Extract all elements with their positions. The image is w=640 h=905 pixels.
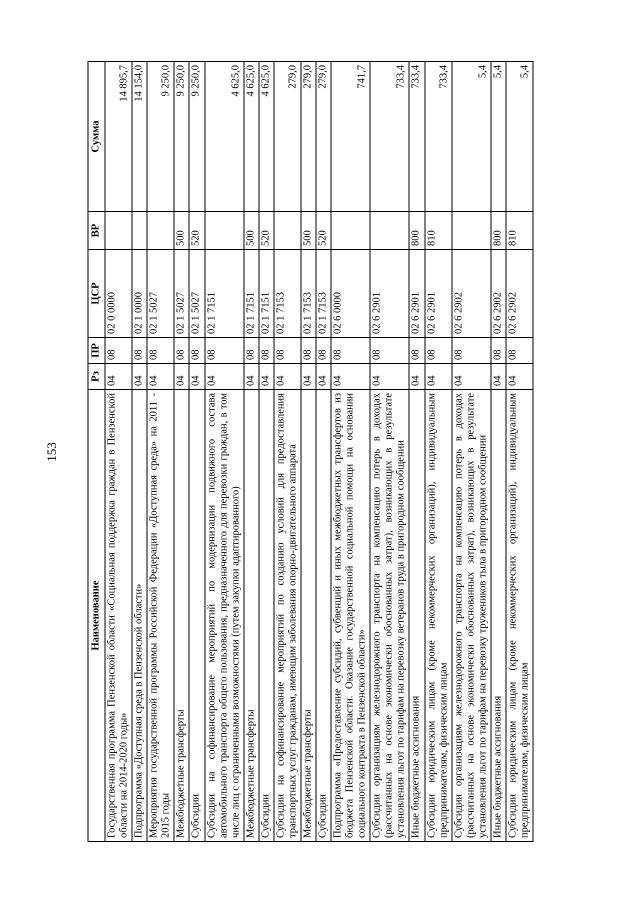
cell-rz: 04 — [244, 364, 259, 390]
cell-csr: 02 6 2902 — [491, 250, 506, 338]
cell-pr: 08 — [491, 338, 506, 364]
cell-vr — [370, 212, 409, 250]
cell-csr: 02 1 7153 — [274, 250, 301, 338]
table-row — [205, 62, 244, 842]
cell-pr: 08 — [316, 338, 331, 364]
cell-vr — [147, 212, 174, 250]
cell-vr — [331, 212, 370, 250]
table-row — [274, 62, 301, 842]
cell-csr: 02 6 0000 — [331, 250, 370, 338]
cell-pr: 08 — [189, 338, 204, 364]
cell-pr: 08 — [259, 338, 274, 364]
cell-csr: 02 0 0000 — [105, 250, 132, 338]
cell-vr: 520 — [189, 212, 204, 250]
cell-name: Субсидии на софинансирование мероприятий по модернизации подвижного состава автомобильного транспорта общего пользования, предназначенного для перевозки граждан, в том числе лиц с ограниченными возможностями (путем закупки адаптированного) — [205, 390, 244, 842]
page-number: 153 — [44, 442, 59, 462]
cell-name: Иные бюджетные ассигнования — [491, 390, 506, 842]
cell-rz: 04 — [425, 364, 452, 390]
table-row — [105, 62, 132, 842]
cell-name: Мероприятия государственной программы Российской Федерации «Доступная среда» на 2011 - 2015 годы — [147, 390, 174, 842]
table-row — [301, 62, 316, 842]
cell-sum: 4 625,0 — [244, 62, 259, 212]
cell-vr: 800 — [409, 212, 424, 250]
table-row — [189, 62, 204, 842]
cell-name: Подпрограмма «Предоставление субсидий, субвенций и иных межбюджетных трансфертов из бюджета Пензенской области. Оказание государственной социальной помощи на основании социального контракта в Пензенской области» — [331, 390, 370, 842]
cell-name: Межбюджетные трансферты — [174, 390, 189, 842]
cell-vr: 800 — [491, 212, 506, 250]
cell-sum: 733,4 — [409, 62, 424, 212]
cell-vr — [132, 212, 147, 250]
cell-rz: 04 — [174, 364, 189, 390]
header-csr: ЦСР — [88, 250, 105, 338]
cell-csr: 02 1 0000 — [132, 250, 147, 338]
cell-vr: 500 — [174, 212, 189, 250]
cell-name: Иные бюджетные ассигнования — [409, 390, 424, 842]
cell-name: Подпрограмма «Доступная среда в Пензенской области» — [132, 390, 147, 842]
cell-csr: 02 6 2901 — [409, 250, 424, 338]
cell-rz: 04 — [409, 364, 424, 390]
cell-sum: 741,7 — [331, 62, 370, 212]
cell-rz: 04 — [506, 364, 533, 390]
cell-sum: 14 154,0 — [132, 62, 147, 212]
table-row — [174, 62, 189, 842]
cell-pr: 08 — [301, 338, 316, 364]
cell-pr: 08 — [425, 338, 452, 364]
cell-pr: 08 — [274, 338, 301, 364]
header-pr: ПР — [88, 338, 105, 364]
header-name: Наименование — [88, 390, 105, 842]
cell-sum: 5,4 — [452, 62, 491, 212]
cell-csr: 02 6 2901 — [425, 250, 452, 338]
cell-csr: 02 1 7153 — [316, 250, 331, 338]
cell-vr — [274, 212, 301, 250]
cell-vr: 500 — [301, 212, 316, 250]
cell-rz: 04 — [491, 364, 506, 390]
cell-vr: 520 — [316, 212, 331, 250]
cell-name: Государственная программа Пензенской области «Социальная поддержка граждан в Пензенской области на 2014-2020 годы» — [105, 390, 132, 842]
cell-vr — [105, 212, 132, 250]
table-row — [491, 62, 506, 842]
cell-name: Субсидии организациям железнодорожного транспорта на компенсацию потерь в доходах (рассчитанных на основе экономически обоснованных затрат), возникающих в результате установления льгот по тарифам на перевозку тружеников тыла в пригородном сообщении — [452, 390, 491, 842]
cell-rz: 04 — [147, 364, 174, 390]
cell-csr: 02 1 5027 — [174, 250, 189, 338]
cell-rz: 04 — [259, 364, 274, 390]
cell-pr: 08 — [174, 338, 189, 364]
cell-rz: 04 — [301, 364, 316, 390]
cell-pr: 08 — [409, 338, 424, 364]
header-vr: ВР — [88, 212, 105, 250]
cell-sum: 4 625,0 — [259, 62, 274, 212]
table-row — [425, 62, 452, 842]
cell-rz: 04 — [274, 364, 301, 390]
cell-rz: 04 — [132, 364, 147, 390]
table-row — [259, 62, 274, 842]
table-row — [147, 62, 174, 842]
cell-sum: 5,4 — [491, 62, 506, 212]
cell-csr: 02 1 7151 — [205, 250, 244, 338]
cell-name: Субсидии на софинансирование мероприятий по созданию условий для предоставления транспортных услуг гражданам, имеющим заболевания опорно-двигательного аппарата — [274, 390, 301, 842]
cell-rz: 04 — [370, 364, 409, 390]
cell-sum: 9 250,0 — [147, 62, 174, 212]
table-body — [105, 62, 533, 842]
cell-name: Субсидии юридическим лицам (кроме некоммерческих организаций), индивидуальным предпринимателям, физическим лицам — [425, 390, 452, 842]
table-row — [316, 62, 331, 842]
cell-rz: 04 — [316, 364, 331, 390]
cell-pr: 08 — [452, 338, 491, 364]
cell-vr: 810 — [506, 212, 533, 250]
cell-name: Субсидии — [259, 390, 274, 842]
cell-name: Межбюджетные трансферты — [301, 390, 316, 842]
cell-sum: 733,4 — [370, 62, 409, 212]
cell-rz: 04 — [105, 364, 132, 390]
cell-pr: 08 — [205, 338, 244, 364]
cell-name: Субсидии — [316, 390, 331, 842]
cell-csr: 02 1 5027 — [147, 250, 174, 338]
table-row — [331, 62, 370, 842]
cell-sum: 5,4 — [506, 62, 533, 212]
cell-vr: 520 — [259, 212, 274, 250]
table-row — [132, 62, 147, 842]
header-rz: Рз — [88, 364, 105, 390]
cell-name: Субсидии юридическим лицам (кроме некоммерческих организаций), индивидуальным предпринимателям, физическим лицам — [506, 390, 533, 842]
cell-pr: 08 — [147, 338, 174, 364]
cell-name: Субсидии — [189, 390, 204, 842]
cell-name: Субсидии организациям железнодорожного транспорта на компенсацию потерь в доходах (рассчитанных на основе экономически обоснованных затрат), возникающих в результате установления льгот по тарифам на перевозку ветеранов труда в пригородном сообщении — [370, 390, 409, 842]
cell-sum: 9 250,0 — [189, 62, 204, 212]
table-row — [370, 62, 409, 842]
cell-csr: 02 6 2902 — [506, 250, 533, 338]
cell-sum: 9 250,0 — [174, 62, 189, 212]
cell-pr: 08 — [506, 338, 533, 364]
table-row — [244, 62, 259, 842]
cell-csr: 02 1 7151 — [259, 250, 274, 338]
cell-vr: 810 — [425, 212, 452, 250]
table-row — [452, 62, 491, 842]
cell-csr: 02 1 7151 — [244, 250, 259, 338]
cell-csr: 02 6 2901 — [370, 250, 409, 338]
cell-rz: 04 — [189, 364, 204, 390]
header-sum: Сумма — [88, 62, 105, 212]
cell-csr: 02 6 2902 — [452, 250, 491, 338]
cell-sum: 279,0 — [316, 62, 331, 212]
cell-pr: 08 — [132, 338, 147, 364]
table-row — [506, 62, 533, 842]
cell-vr — [205, 212, 244, 250]
rotated-page-content — [88, 62, 553, 842]
cell-rz: 04 — [331, 364, 370, 390]
cell-sum: 4 625,0 — [205, 62, 244, 212]
cell-sum: 279,0 — [301, 62, 316, 212]
cell-pr: 08 — [331, 338, 370, 364]
table-header-row — [88, 62, 105, 842]
budget-table — [88, 61, 534, 842]
cell-sum: 279,0 — [274, 62, 301, 212]
cell-vr: 500 — [244, 212, 259, 250]
cell-vr — [452, 212, 491, 250]
cell-csr: 02 1 7153 — [301, 250, 316, 338]
table-row — [409, 62, 424, 842]
cell-pr: 08 — [244, 338, 259, 364]
cell-sum: 733,4 — [425, 62, 452, 212]
cell-rz: 04 — [205, 364, 244, 390]
cell-csr: 02 1 5027 — [189, 250, 204, 338]
cell-pr: 08 — [105, 338, 132, 364]
cell-rz: 04 — [452, 364, 491, 390]
cell-pr: 08 — [370, 338, 409, 364]
cell-name: Межбюджетные трансферты — [244, 390, 259, 842]
cell-sum: 14 895,7 — [105, 62, 132, 212]
